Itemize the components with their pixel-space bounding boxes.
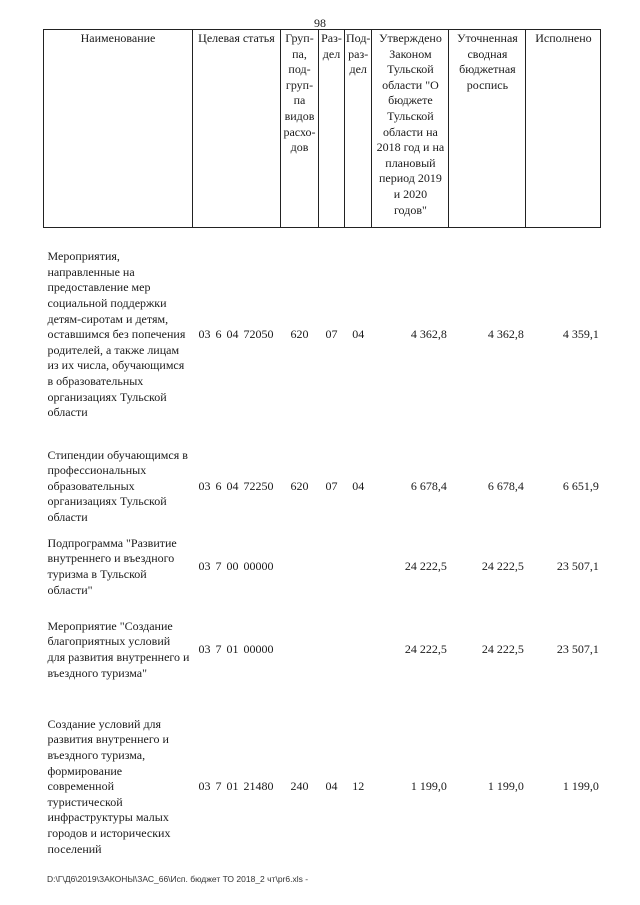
- row-name: Мероприятия, направленные на предоставление мер социальной поддержки детям-сиротам и детям, оставшимся без попечения родителей, а также лицам из их числа, обучающимся в образовательных организациях Тульской области: [47, 249, 186, 420]
- row-target-code: 03 7 01 21480: [198, 779, 274, 794]
- row-group: [281, 601, 319, 695]
- row-name: Подпрограмма "Развитие внутреннего и въездного туризма в Тульской области": [47, 535, 177, 597]
- row-approved: 6 678,4: [410, 478, 447, 493]
- table-row: [44, 695, 601, 865]
- row-section: 07: [325, 327, 338, 342]
- row-executed: 23 507,1: [556, 559, 599, 574]
- row-group: 620: [290, 327, 309, 342]
- row-group: 620: [290, 478, 309, 493]
- table-row: [44, 436, 601, 533]
- row-group: 240: [290, 779, 309, 794]
- budget-table: [43, 29, 601, 865]
- header-name: Наименование: [44, 30, 193, 228]
- file-path-footer: D:\Г\Д6\2019\ЗАКОНЫ\ЗАС_66\Исп. бюджет ТО 2018_2 чт\pr6.xls -: [47, 874, 309, 884]
- header-target-article: Целевая статья: [193, 30, 281, 228]
- table-row: [44, 228, 601, 437]
- row-subsection: 12: [352, 779, 365, 794]
- table-row: [44, 601, 601, 695]
- row-name: Стипендии обучающимся в профессиональных образовательных организациях Тульской области: [47, 447, 188, 524]
- row-name: Мероприятие "Создание благоприятных условий для развития внутреннего и въездного туризма": [47, 618, 190, 680]
- row-section: [319, 601, 345, 695]
- row-target-code: 03 6 04 72050: [198, 327, 274, 342]
- header-executed: Исполнено: [526, 30, 601, 228]
- row-approved: 4 362,8: [410, 327, 447, 342]
- row-target-code: 03 6 04 72250: [198, 478, 274, 493]
- page-number: 98: [314, 16, 326, 30]
- row-group: [281, 533, 319, 601]
- row-approved: 1 199,0: [410, 779, 447, 794]
- row-clarified: 6 678,4: [487, 478, 524, 493]
- row-section: [319, 533, 345, 601]
- header-section: Раз- дел: [319, 30, 345, 228]
- header-subsection: Под- раз- дел: [345, 30, 372, 228]
- header-approved: Утверждено Законом Тульской области "О бюджете Тульской области на 2018 год и на плановый период 2019 и 2020 годов": [372, 30, 449, 228]
- table-row: [44, 533, 601, 601]
- row-section: 07: [325, 478, 338, 493]
- row-target-code: 03 7 01 00000: [198, 642, 274, 657]
- row-clarified: 4 362,8: [487, 327, 524, 342]
- row-clarified: 24 222,5: [481, 642, 524, 657]
- row-executed: 4 359,1: [562, 327, 599, 342]
- row-clarified: 1 199,0: [487, 779, 524, 794]
- header-clarified: Уточненная сводная бюджетная роспись: [449, 30, 526, 228]
- header-expense-group: Груп- па, под- груп- па видов расхо- дов: [281, 30, 319, 228]
- row-subsection: 04: [352, 327, 365, 342]
- row-approved: 24 222,5: [404, 559, 447, 574]
- row-executed: 23 507,1: [556, 642, 599, 657]
- row-section: 04: [325, 779, 338, 794]
- row-target-code: 03 7 00 00000: [198, 559, 274, 574]
- row-name: Создание условий для развития внутреннего и въездного туризма, формирование современной туристической инфраструктуры малых городов и исторических поселений: [47, 716, 171, 856]
- header-row: [44, 30, 601, 228]
- row-executed: 6 651,9: [562, 478, 599, 493]
- row-approved: 24 222,5: [404, 642, 447, 657]
- row-subsection: 04: [352, 478, 365, 493]
- row-clarified: 24 222,5: [481, 559, 524, 574]
- row-executed: 1 199,0: [562, 779, 599, 794]
- row-subsection: [345, 533, 372, 601]
- row-subsection: [345, 601, 372, 695]
